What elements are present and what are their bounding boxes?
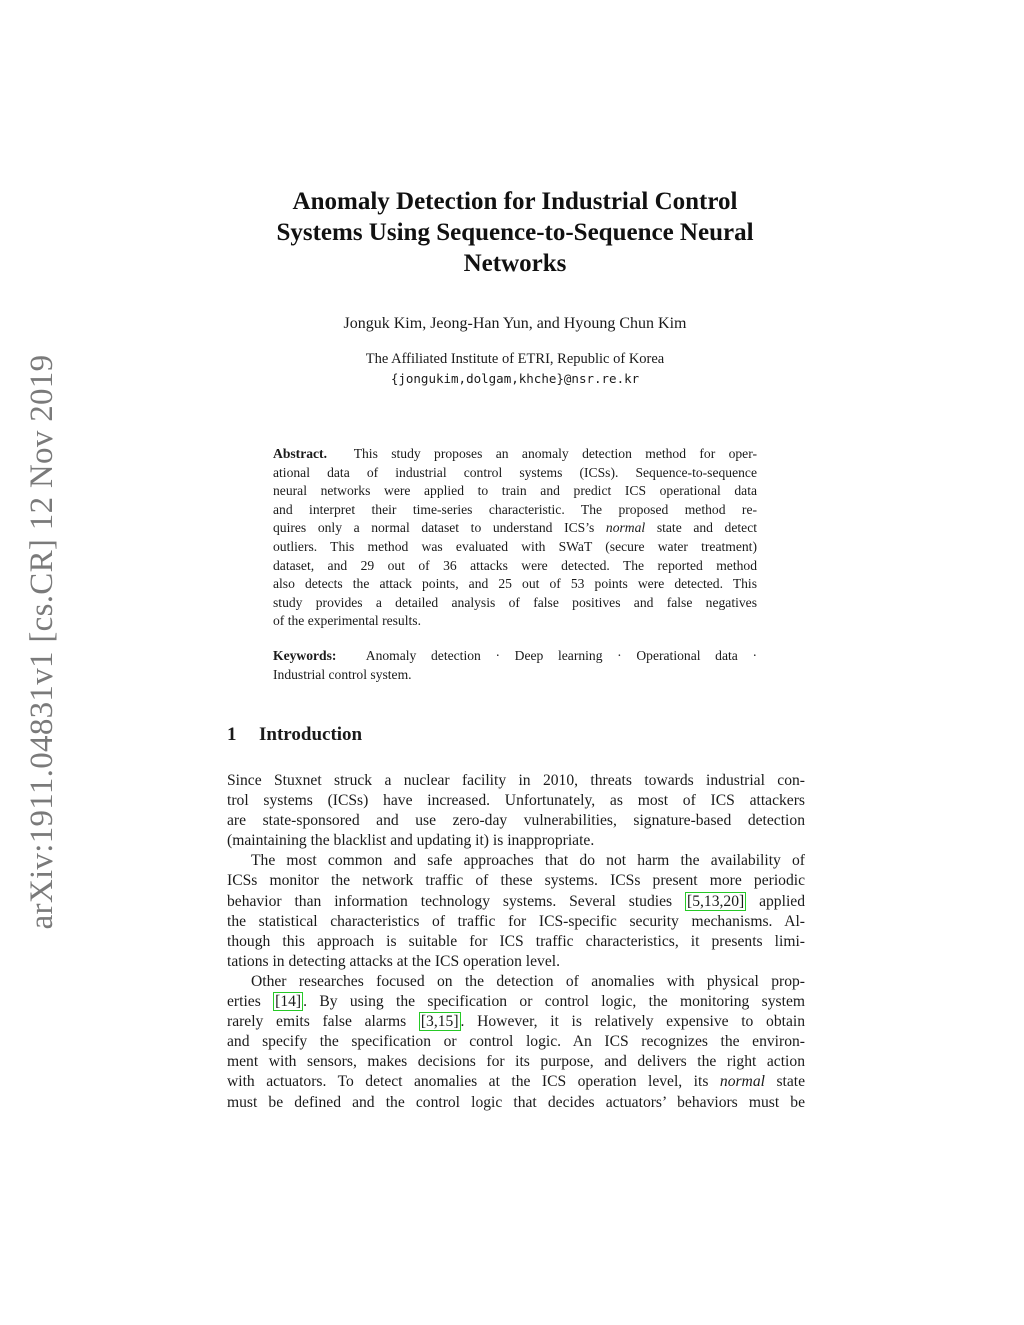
institute-name: The Affiliated Institute of ETRI, Republic of Korea [365,351,665,367]
abstract-line: outliers. This method was evaluated with SWaT (secure water treatment) [273,538,757,554]
body-line: ment with sensors, makes decisions for its purpose, and delivers the right action [227,1053,805,1071]
abstract-label: Abstract. [273,446,327,461]
author-emails[interactable]: {jongukim,dolgam,khche}@nsr.re.kr [390,371,640,386]
abstract-line: dataset, and 29 out of 36 attacks were detected. The reported method [273,557,757,573]
citation-link[interactable]: [3,15] [420,1013,459,1031]
keywords-line: Industrial control system. [273,666,412,682]
keywords-label: Keywords: [273,647,337,663]
keywords-line: Keywords: Anomaly detection · Deep learning · Operational data · [273,647,757,663]
body-line: behavior than information technology systems. Several studies [5,13,20] applied [227,892,805,910]
body-line: must be defined and the control logic that decides actuators’ behaviors must be [227,1093,805,1111]
body-line: trol systems (ICSs) have increased. Unfortunately, as most of ICS attackers [227,792,805,810]
body-line: erties [14] . By using the specification or control logic, the monitoring system [227,993,805,1011]
arxiv-identifier-stamp: arXiv:1911.04831v1 [cs.CR] 12 Nov 2019 [24,354,60,930]
section-number: 1 [227,724,237,745]
body-line: ICSs monitor the network traffic of these systems. ICSs present more periodic [227,872,805,890]
abstract-line: of the experimental results. [273,613,421,629]
abstract-line: quires only a normal dataset to understand ICS’s normal state and detect [273,520,757,536]
abstract-line: neural networks were applied to train and predict ICS operational data [273,483,757,499]
section-title: Introduction [259,724,363,745]
body-line: Since Stuxnet struck a nuclear facility in 2010, threats towards industrial con- [227,772,805,789]
section-heading-introduction [227,722,362,748]
abstract-line: ational data of industrial control systems (ICSs). Sequence-to-sequence [273,464,757,480]
abstract-line: and interpret their time-series characteristic. The proposed method re- [273,501,757,517]
abstract-line: Abstract. This study proposes an anomaly detection method for oper- [273,446,758,461]
body-line: are state-sponsored and use zero-day vulnerabilities, signature-based detection [227,812,805,830]
citation-link[interactable]: [5,13,20] [687,892,745,910]
keywords-block [273,647,757,684]
emphasis-normal: normal [605,520,646,536]
introduction-body [227,771,805,1113]
body-line: with actuators. To detect anomalies at the ICS operation level, its normal state [227,1073,806,1091]
body-line: (maintaining the blacklist and updating it) is inappropriate. [227,832,595,850]
body-line: The most common and safe approaches that do not harm the availability of [251,852,805,870]
body-line: though this approach is suitable for ICS traffic characteristics, it presents limi- [227,932,805,950]
emphasis-normal: normal [719,1073,765,1091]
abstract-line: also detects the attack points, and 25 out of 53 points were detected. This [273,576,757,592]
paper-title [200,186,830,279]
title-line-2: Systems Using Sequence-to-Sequence Neural [276,219,754,246]
title-line-1: Anomaly Detection for Industrial Control [292,188,738,215]
body-line: rarely emits false alarms [3,15] . However, it is relatively expensive to obtain [227,1013,805,1031]
body-line: the statistical characteristics of traffic for ICS-specific security mechanisms. Al- [227,912,805,930]
author-list: Jonguk Kim, Jeong-Han Yun, and Hyoung Chun Kim [343,315,687,332]
body-line: Other researches focused on the detection of anomalies with physical prop- [251,972,805,990]
abstract-block [273,445,757,684]
affiliation [200,350,830,388]
citation-link[interactable]: [14] [275,993,302,1011]
body-line: tations in detecting attacks at the ICS operation level. [227,952,561,970]
title-line-3: Networks [463,250,567,277]
body-line: and specify the specification or control logic. An ICS recognizes the environ- [227,1033,805,1051]
abstract-line: study provides a detailed analysis of false positives and false negatives [273,594,757,610]
